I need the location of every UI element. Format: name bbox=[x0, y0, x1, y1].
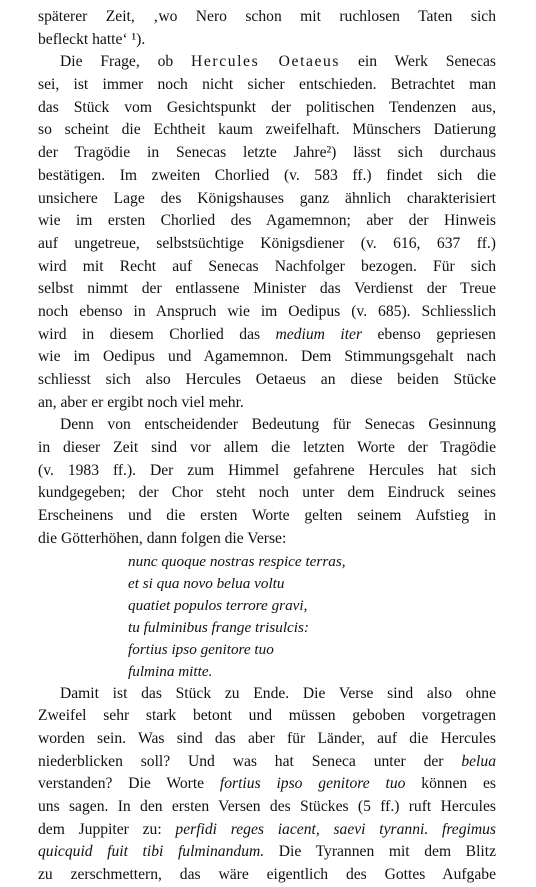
text-line: auf ungetreue, selbstsüchtige Königsdiener (v. 616, 637 ff.) bbox=[38, 234, 496, 252]
text-line: wie im Oedipus und Agamemnon. Dem Stimmungsgehalt nach bbox=[38, 348, 496, 366]
emphasis: Hercules Oetaeus bbox=[191, 53, 341, 71]
text-line: bestätigen. Im zweiten Chorlied (v. 583 ff.) findet sich die bbox=[38, 166, 496, 184]
text-line: noch ebenso in Anspruch wie im Oedipus (v. 685). Schliesslich bbox=[38, 302, 496, 320]
text-line: wie im ersten Chorlied des Agamemnon; aber der Hinweis bbox=[38, 212, 496, 230]
text-line: wird in diesem Chorlied das medium iter ebenso gepriesen bbox=[38, 325, 496, 343]
text-line: befleckt hatte‘ ¹). bbox=[38, 30, 146, 48]
emphasis: medium iter bbox=[275, 325, 363, 343]
text-line: kundgegeben; der Chor steht noch unter dem Eindruck seines bbox=[38, 484, 496, 502]
text-line: der Tragödie in Senecas letzte Jahre²) lässt sich durchaus bbox=[38, 144, 496, 162]
text-line: dem Juppiter zu: perfidi reges iacent, saevi tyranni. fregimus bbox=[38, 820, 496, 838]
verse-line: nunc quoque nostras respice terras, bbox=[128, 552, 346, 570]
text-line: niederblicken soll? Und was hat Seneca unter der belua bbox=[38, 752, 496, 770]
text-line: zu zerschmettern, das wäre eigentlich des Gottes Aufgabe bbox=[38, 866, 496, 883]
text-line: quicquid fuit tibi fulminandum. Die Tyrannen mit dem Blitz bbox=[38, 843, 496, 861]
emphasis: quicquid fuit tibi fulminandum. bbox=[38, 843, 265, 861]
text-line: sei, ist immer noch nicht sicher entschieden. Betrachtet man bbox=[38, 76, 496, 94]
text-line: wird mit Recht auf Senecas Nachfolger bezogen. Für sich bbox=[38, 257, 496, 275]
text-line: das Stück vom Gesichtspunkt der politischen Tendenzen aus, bbox=[38, 98, 496, 116]
text-line: Zweifel sehr stark betont und müssen geboben vorgetragen bbox=[38, 707, 496, 725]
text-line: uns sagen. In den ersten Versen des Stückes (5 ff.) ruft Hercules bbox=[38, 797, 496, 815]
text-line: so scheint die Echtheit kaum zweifelhaft. Münschers Datierung bbox=[38, 121, 496, 139]
paragraph-start-line: Damit ist das Stück zu Ende. Die Verse sind also ohne bbox=[60, 684, 496, 702]
text-line: späterer Zeit, ‚wo Nero schon mit ruchlosen Taten sich bbox=[38, 8, 496, 25]
emphasis: fortius ipso genitore tuo bbox=[219, 775, 406, 793]
text-line: in dieser Zeit sind vor allem die letzten Worte der Tragödie bbox=[38, 439, 496, 457]
verse-line: et si qua novo belua voltu bbox=[128, 574, 285, 592]
text-line: die Götterhöhen, dann folgen die Verse: bbox=[38, 529, 287, 547]
text-line: worden sein. Was sind das aber für Länder, auf die Hercules bbox=[38, 729, 496, 747]
text-line: verstanden? Die Worte fortius ipso genitore tuo können es bbox=[38, 775, 496, 793]
paragraph-start-line: Denn von entscheidender Bedeutung für Senecas Gesinnung bbox=[60, 416, 496, 434]
verse-line: quatiet populos terrore gravi, bbox=[128, 596, 308, 614]
verse-line: fulmina mitte. bbox=[128, 662, 213, 680]
paragraph-start-line: Die Frage, ob Hercules Oetaeus ein Werk Senecas bbox=[60, 53, 496, 71]
text-line: Erscheinens und die ersten Worte gelten seinem Aufstieg in bbox=[38, 507, 496, 525]
text-line: (v. 1983 ff.). Der zum Himmel gefahrene Hercules hat sich bbox=[38, 461, 496, 479]
emphasis: belua bbox=[461, 752, 496, 770]
verse-line: fortius ipso genitore tuo bbox=[128, 640, 274, 658]
text-line: schliesst sich also Hercules Oetaeus an diese beiden Stücke bbox=[38, 371, 496, 388]
text-line: unsichere Lage des Königshauses ganz ähnlich charakterisiert bbox=[38, 189, 496, 207]
emphasis: perfidi reges iacent, saevi tyranni. fregimus bbox=[175, 820, 496, 838]
text-line: selbst nimmt der entlassene Minister das Verdienst der Treue bbox=[38, 280, 496, 298]
verse-line: tu fulminibus frange trisulcis: bbox=[128, 618, 309, 636]
text-line: an, aber er ergibt noch viel mehr. bbox=[38, 393, 244, 411]
